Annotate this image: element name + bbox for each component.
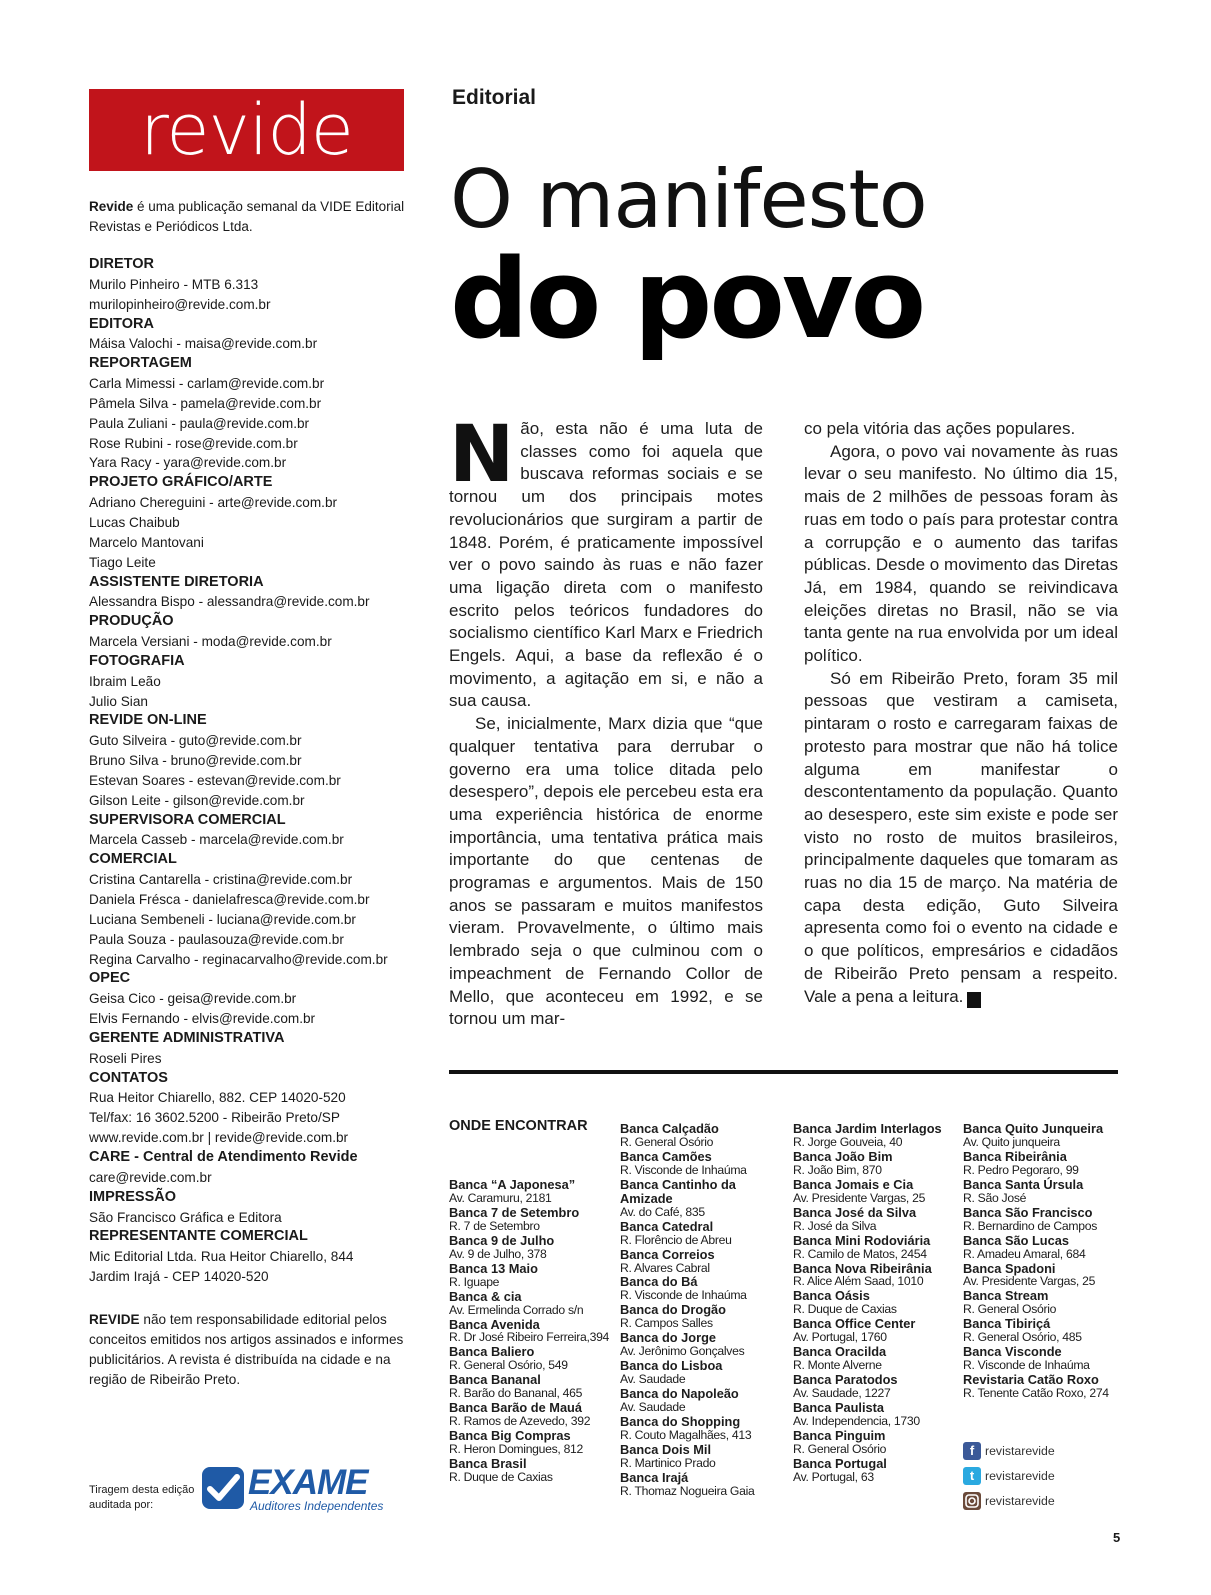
staff-line: Adriano Chereguini - arte@revide.com.br	[89, 495, 338, 511]
stand-name: Banca Big Compras	[449, 1428, 571, 1444]
staff-line: Tel/fax: 16 3602.5200 - Ribeirão Preto/SP	[89, 1110, 340, 1126]
stand-address: R. Alice Além Saad, 1010	[793, 1274, 924, 1289]
exame-logo	[202, 1465, 392, 1517]
stand-name: Banca Quito Junqueira	[963, 1121, 1104, 1136]
stand-address: Av. Presidente Vargas, 25	[963, 1274, 1096, 1289]
stand-name: Banca João Bim	[793, 1148, 893, 1164]
stand-address: R. General Osório	[620, 1134, 714, 1149]
staff-line: Alessandra Bispo - alessandra@revide.com.br	[89, 594, 370, 610]
stand-address: R. Pedro Pegoraro, 99	[963, 1162, 1079, 1177]
staff-heading: PRODUÇÃO	[89, 613, 174, 630]
staff-heading: EDITORA	[89, 315, 154, 332]
stand-name: Banca Tibiriçá	[963, 1316, 1051, 1332]
staff-line: Guto Silveira - guto@revide.com.br	[89, 733, 302, 749]
staff-line: Julio Sian	[89, 693, 148, 709]
stand-name: Banca “A Japonesa”	[449, 1177, 576, 1192]
check-badge-icon	[202, 1467, 244, 1509]
stand-name: Banca Oracilda	[793, 1344, 887, 1360]
stand-address: R. General Osório	[963, 1302, 1057, 1317]
stand-name: Banca Stream	[963, 1288, 1049, 1304]
stand-address: Av. Portugal, 1760	[793, 1330, 887, 1345]
stand-name: Banca do Drogão	[620, 1302, 726, 1318]
stand-address: Av. Saudade, 1227	[793, 1386, 891, 1401]
article-column-1	[449, 410, 763, 1031]
stand-name: Banca Baliero	[449, 1344, 535, 1360]
staff-line: Carla Mimessi - carlam@revide.com.br	[89, 376, 325, 392]
stand-name: Banca 9 de Julho	[449, 1232, 555, 1248]
divider	[449, 1070, 1118, 1074]
stand-name: Banca do Bá	[620, 1274, 698, 1290]
stand-name: Banca Bananal	[449, 1372, 541, 1388]
stand-address: R. Couto Magalhães, 413	[620, 1427, 752, 1442]
staff-list	[89, 255, 419, 1287]
stand-address: R. 7 de Setembro	[449, 1218, 540, 1233]
article-column-2	[804, 418, 1118, 1008]
stand-list-4	[963, 1122, 1128, 1401]
staff-heading: REPORTAGEM	[89, 355, 192, 372]
staff-line: Jardim Irajá - CEP 14020-520	[89, 1269, 269, 1285]
disclaimer	[89, 1310, 419, 1389]
stand-list-3	[793, 1122, 958, 1485]
stand-name: Banca Visconde	[963, 1344, 1062, 1360]
stand-address: R. Alvares Cabral	[620, 1260, 710, 1275]
stand-address: R. Martinico Prado	[620, 1455, 716, 1470]
social-instagram[interactable]	[963, 1490, 1133, 1512]
stand-address: R. Jorge Gouveia, 40	[793, 1134, 903, 1149]
article-paragraph: Só em Ribeirão Preto, foram 35 mil pessoas que vestiram a camiseta, pintaram o rosto e carregaram faixas de protesto para mostrar que não há tolice alguma em manifestar o descontentamento da população. Quanto ao desespero, este sim existe e pode ser visto no rosto de muitos brasileiros, principalmente daqueles que tomaram as ruas no dia 15 de março. Na matéria de capa desta edição, Guto Silveira apresenta como foi o evento na cidade e o que políticos, empresários e cidadãos de Ribeirão Preto pensam a respeito. Vale a pena a leitura. r	[804, 668, 1118, 1007]
stand-name: Banca 13 Maio	[449, 1260, 538, 1276]
headline-line1: O manifesto	[450, 153, 927, 246]
staff-line: Bruno Silva - bruno@revide.com.br	[89, 753, 302, 769]
stand-name: Banca Avenida	[449, 1316, 540, 1332]
stand-name: Banca Portugal	[793, 1455, 887, 1471]
stand-name: Banca São Lucas	[963, 1232, 1069, 1248]
stand-name: Banca Irajá	[620, 1469, 689, 1485]
exame-subtitle: Auditores Independentes	[250, 1499, 384, 1513]
staff-heading: CONTATOS	[89, 1069, 168, 1086]
staff-line: Pâmela Silva - pamela@revide.com.br	[89, 395, 322, 411]
stand-address: R. General Osório, 485	[963, 1330, 1082, 1345]
twitter-icon: t	[963, 1467, 981, 1485]
stand-name: Banca São Francisco	[963, 1204, 1093, 1220]
stand-address: R. João Bim, 870	[793, 1162, 882, 1177]
exame-brand: EXAME	[248, 1463, 368, 1502]
stand-name: Banca Cantinho da Amizade	[620, 1176, 736, 1206]
end-mark-icon: r	[967, 992, 981, 1008]
stand-address: R. Heron Domingues, 812	[449, 1442, 584, 1457]
instagram-icon	[963, 1492, 981, 1510]
staff-line: Ibraim Leão	[89, 673, 161, 689]
disclaimer-text: não tem responsabilidade editorial pelos conceitos emitidos nos artigos assinados e informes publicitários. A revista é distribuída na cidade e na região de Ribeirão Preto.	[89, 1312, 404, 1387]
staff-line: Paula Souza - paulasouza@revide.com.br	[89, 931, 344, 947]
staff-line: Rua Heitor Chiarello, 882. CEP 14020-520	[89, 1090, 346, 1106]
staff-heading: IMPRESSÃO	[89, 1188, 177, 1205]
stand-address: Av. Portugal, 63	[793, 1469, 874, 1484]
stand-address: R. Monte Alverne	[793, 1358, 882, 1373]
staff-line: São Francisco Gráfica e Editora	[89, 1209, 282, 1225]
stand-name: Banca José da Silva	[793, 1204, 917, 1220]
stand-name: Banca & cia	[449, 1288, 522, 1304]
staff-line: Gilson Leite - gilson@revide.com.br	[89, 792, 305, 808]
stand-address: R. General Osório	[793, 1441, 887, 1456]
stand-name: Banca Office Center	[793, 1316, 916, 1332]
stand-address: R. Amadeu Amaral, 684	[963, 1246, 1086, 1261]
stand-address: R. Visconde de Inhaúma	[620, 1162, 747, 1177]
staff-line: Lucas Chaibub	[89, 514, 180, 530]
headline-line2: do povo	[450, 235, 924, 363]
article-paragraph: Não, esta não é uma luta de classes como foi aquela que buscava reformas sociais e se tornou um dos principais motes revolucionários que surgiram a partir de 1848. Porém, é praticamente impossível ver o povo saindo às ruas e não fazer uma ligação direta com o manifesto escrito pelos teóricos fundadores do socialismo científico Karl Marx e Friedrich Engels. Aqui, a base da reflexão é o movimento, a agitação em si, e não a sua causa.	[449, 410, 763, 711]
article-paragraph: Se, inicialmente, Marx dizia que “que qualquer tentativa para derrubar o governo era uma tolice ditada pelo desespero”, depois ele percebeu esta era uma experiência histórica de enorme importância, uma tentativa prática mais importante do que centenas de programas e argumentos. Mais de 150 anos se passaram e muitos manifestos vieram. Provavelmente, o último mais lembrado seja o que culminou com o impeachment de Fernando Collor de Mello, que aconteceu em 1992, e se tornou um mar-	[449, 714, 763, 1029]
staff-line: Paula Zuliani - paula@revide.com.br	[89, 415, 310, 431]
social-facebook[interactable]	[963, 1440, 1133, 1462]
staff-heading: GERENTE ADMINISTRATIVA	[89, 1029, 285, 1046]
stand-name: Banca Jomais e Cia	[793, 1176, 914, 1192]
stand-name: Banca do Lisboa	[620, 1358, 723, 1374]
facebook-handle: revistarevide	[985, 1444, 1055, 1458]
staff-heading: REPRESENTANTE COMERCIAL	[89, 1228, 308, 1245]
staff-line: Yara Racy - yara@revide.com.br	[89, 455, 287, 471]
stand-name: Banca Camões	[620, 1148, 712, 1164]
stand-name: Banca Paulista	[793, 1400, 885, 1416]
staff-line: Elvis Fernando - elvis@revide.com.br	[89, 1011, 316, 1027]
staff-line: Máisa Valochi - maisa@revide.com.br	[89, 336, 318, 352]
stand-name: Banca Oásis	[793, 1288, 870, 1304]
stand-address: R. Visconde de Inhaúma	[620, 1288, 747, 1303]
stand-address: R. Visconde de Inhaúma	[963, 1358, 1090, 1373]
staff-line: Cristina Cantarella - cristina@revide.com.br	[89, 872, 353, 888]
stand-address: Av. do Café, 835	[620, 1204, 705, 1219]
staff-heading: DIRETOR	[89, 256, 154, 272]
stand-address: R. Thomaz Nogueira Gaia	[620, 1483, 755, 1498]
stand-name: Banca Paratodos	[793, 1372, 898, 1388]
stand-name: Banca Brasil	[449, 1456, 527, 1472]
stand-name: Banca Catedral	[620, 1218, 714, 1234]
stand-address: Av. Ermelinda Corrado s/n	[449, 1302, 584, 1317]
stand-name: Revistaria Catão Roxo	[963, 1372, 1099, 1388]
audit-label: Tiragem desta edição auditada por:	[89, 1484, 195, 1511]
intro-brand: Revide	[89, 199, 134, 214]
facebook-icon: f	[963, 1442, 981, 1460]
stand-address: R. Iguape	[449, 1274, 500, 1289]
stand-name: Banca do Jorge	[620, 1330, 717, 1346]
staff-line: Rose Rubini - rose@revide.com.br	[89, 435, 298, 451]
stand-address: R. Duque de Caxias	[449, 1470, 553, 1485]
stand-address: R. Bernardino de Campos	[963, 1218, 1098, 1233]
stand-name: Banca do Napoleão	[620, 1386, 739, 1402]
where-to-find-title: ONDE ENCONTRAR	[449, 1118, 588, 1134]
stand-name: Banca Nova Ribeirânia	[793, 1260, 932, 1276]
staff-heading: SUPERVISORA COMERCIAL	[89, 811, 286, 828]
stand-name: Banca Calçadão	[620, 1121, 719, 1136]
staff-line: Marcelo Mantovani	[89, 534, 204, 550]
stand-address: Av. Jerônimo Gonçalves	[620, 1344, 745, 1359]
stand-address: R. Barão do Bananal, 465	[449, 1386, 583, 1401]
staff-heading: COMERCIAL	[89, 851, 177, 868]
stand-address: R. São José	[963, 1190, 1027, 1205]
staff-line: Geisa Cico - geisa@revide.com.br	[89, 991, 297, 1007]
stand-address: R. Florêncio de Abreu	[620, 1232, 732, 1247]
staff-heading: FOTOGRAFIA	[89, 652, 185, 669]
stand-list-1	[449, 1178, 614, 1485]
stand-name: Banca Santa Úrsula	[963, 1176, 1084, 1192]
logo-text: revide	[140, 89, 353, 171]
twitter-handle: revistarevide	[985, 1469, 1055, 1483]
stand-name: Banca Correios	[620, 1246, 715, 1262]
stand-address: R. Campos Salles	[620, 1316, 713, 1331]
publication-intro	[89, 197, 409, 237]
staff-line: Mic Editorial Ltda. Rua Heitor Chiarello, 844	[89, 1249, 354, 1265]
stand-address: Av. Saudade	[620, 1400, 686, 1415]
drop-cap: N	[449, 410, 515, 500]
instagram-handle: revistarevide	[985, 1494, 1055, 1508]
stand-name: Banca Ribeirânia	[963, 1148, 1067, 1164]
page-number: 5	[1113, 1530, 1121, 1545]
staff-heading: REVIDE ON-LINE	[89, 712, 207, 729]
stand-name: Banca Jardim Interlagos	[793, 1121, 942, 1136]
staff-line: care@revide.com.br	[89, 1169, 212, 1185]
staff-line: Tiago Leite	[89, 554, 156, 570]
staff-line: Marcela Versiani - moda@revide.com.br	[89, 634, 332, 650]
stand-address: R. General Osório, 549	[449, 1358, 568, 1373]
stand-address: R. Dr José Ribeiro Ferreira,394	[449, 1330, 610, 1345]
stand-address: R. Duque de Caxias	[793, 1302, 897, 1317]
stand-name: Banca do Shopping	[620, 1414, 741, 1430]
staff-heading: CARE - Central de Atendimento Revide	[89, 1148, 358, 1165]
staff-line: Marcela Casseb - marcela@revide.com.br	[89, 832, 344, 848]
revide-logo	[89, 89, 404, 171]
staff-line: Murilo Pinheiro - MTB 6.313	[89, 276, 259, 292]
staff-line: Estevan Soares - estevan@revide.com.br	[89, 772, 341, 788]
stand-address: Av. 9 de Julho, 378	[449, 1246, 547, 1261]
disclaimer-brand: REVIDE	[89, 1312, 140, 1327]
stand-address: R. Ramos de Azevedo, 392	[449, 1414, 591, 1429]
stand-name: Banca Mini Rodoviária	[793, 1232, 931, 1248]
stand-address: Av. Independencia, 1730	[793, 1414, 920, 1429]
intro-text: é uma publicação semanal da VIDE Editorial Revistas e Periódicos Ltda.	[89, 199, 405, 234]
stand-address: Av. Caramuru, 2181	[449, 1190, 552, 1205]
staff-line: Roseli Pires	[89, 1050, 162, 1066]
staff-line: www.revide.com.br | revide@revide.com.br	[89, 1130, 349, 1146]
stand-address: Av. Presidente Vargas, 25	[793, 1190, 926, 1205]
stand-name: Banca Pinguim	[793, 1427, 886, 1443]
stand-address: R. Camilo de Matos, 2454	[793, 1246, 927, 1261]
staff-line: Daniela Frésca - danielafresca@revide.com.br	[89, 892, 370, 907]
stand-address: Av. Saudade	[620, 1372, 686, 1387]
stand-list-2	[620, 1122, 785, 1499]
section-label: Editorial	[452, 86, 537, 109]
article-paragraph: co pela vitória das ações populares.	[804, 419, 1076, 438]
social-twitter[interactable]	[963, 1465, 1133, 1487]
stand-address: R. José da Silva	[793, 1218, 877, 1233]
stand-name: Banca Barão de Mauá	[449, 1400, 582, 1416]
staff-line: murilopinheiro@revide.com.br	[89, 296, 271, 312]
stand-name: Banca 7 de Setembro	[449, 1204, 580, 1220]
article-paragraph: Agora, o povo vai novamente às ruas levar o seu manifesto. No último dia 15, mais de 2 milhões de pessoas foram às ruas em todo o país para protestar contra a corrupção e o aumento das tarifas públicas. Desde o movimento das Diretas Já, em 1984, quando se reivindicava eleições diretas no Brasil, não se via tanta gente na rua envolvida por um ideal político.	[804, 441, 1118, 666]
staff-heading: ASSISTENTE DIRETORIA	[89, 573, 264, 590]
staff-heading: PROJETO GRÁFICO/ARTE	[89, 474, 273, 491]
staff-line: Regina Carvalho - reginacarvalho@revide.com.br	[89, 951, 388, 967]
stand-address: Av. Quito junqueira	[963, 1134, 1060, 1149]
stand-address: R. Tenente Catão Roxo, 274	[963, 1386, 1109, 1401]
staff-heading: OPEC	[89, 970, 131, 987]
stand-name: Banca Dois Mil	[620, 1441, 712, 1457]
staff-line: Luciana Sembeneli - luciana@revide.com.br	[89, 911, 356, 927]
stand-name: Banca Spadoni	[963, 1260, 1056, 1276]
